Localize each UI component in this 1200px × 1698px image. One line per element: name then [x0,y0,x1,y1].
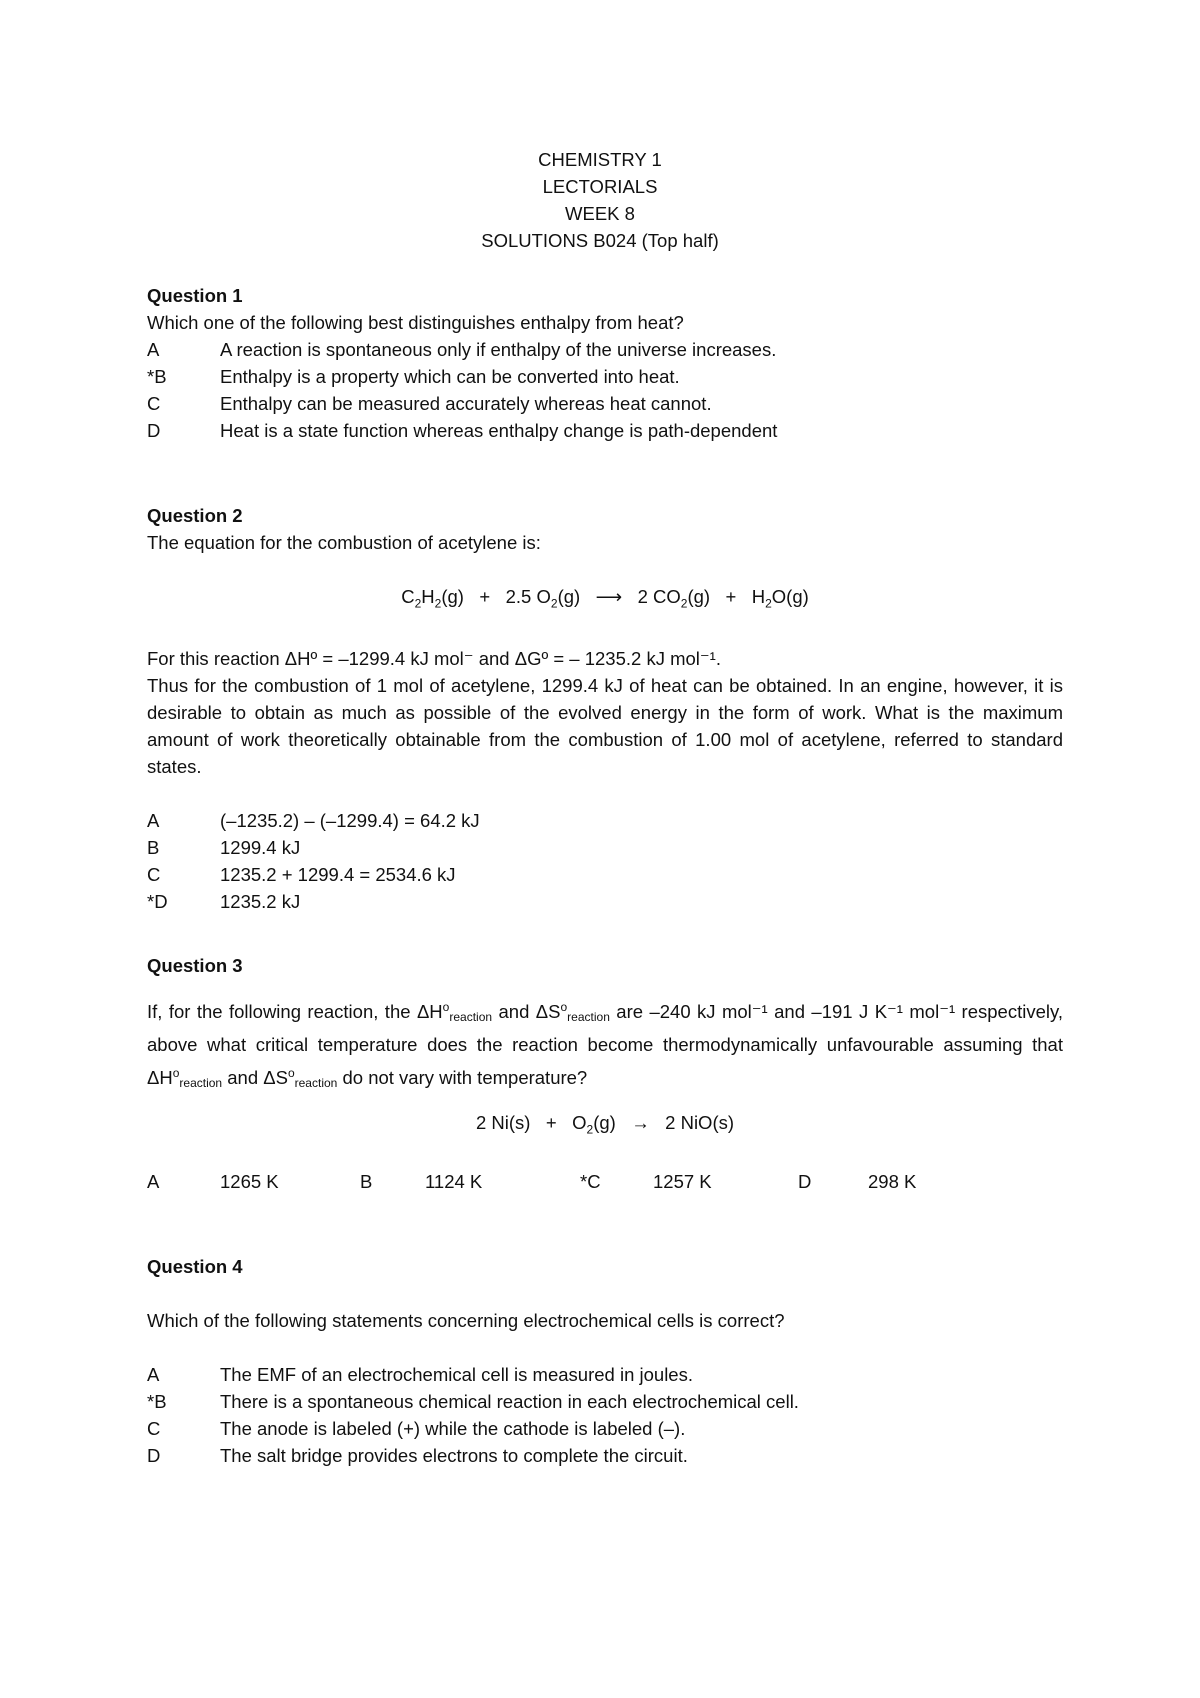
option-b-letter: B [360,1171,373,1192]
option-c: C Enthalpy can be measured accurately whereas heat cannot. [147,393,712,414]
option-d-letter: D [798,1171,812,1192]
option-d-value: 298 K [868,1171,917,1192]
question-paragraph: If, for the following reaction, the $\Delta H^oreaction$ and $\Delta S^oreaction$ are –240 kJ mol⁻¹ and –191 J K⁻¹ mol⁻¹ respectively, above what critical temperature does the reaction become thermodynamically unfavourable assuming that $\Delta H^oreaction$ and $\Delta S^oreaction$ do not vary with temperature? [147,1000,1063,1091]
nickel-oxidation-equation: 2 Ni(s) + $O_2(g)$ → 2 NiO(s) [475,1112,735,1137]
option-c-letter: *C [580,1171,601,1192]
question-4 [147,1253,1063,1469]
option-a-value: 1265 K [220,1171,279,1192]
combustion-equation: $C_2H_2(g)$ + 2.5 $O_2(g)$ ⟶ 2 $CO_2(g)$ + $H_2O(g)$ [401,586,809,611]
question-title: Question 2 [147,505,243,526]
option-c-value: 1257 K [653,1171,712,1192]
option-d: *D 1235.2 kJ [147,890,301,912]
option-d: D The salt bridge provides electrons to complete the circuit. [147,1445,688,1466]
question-title: Question 4 [147,1256,243,1277]
option-c: C The anode is labeled (+) while the cathode is labeled (–). [147,1418,686,1439]
thermo-data-line: For this reaction ΔHº = –1299.4 kJ mol⁻ and ΔGº = – 1235.2 kJ mol⁻¹. [147,647,721,669]
option-a: A A reaction is spontaneous only if enthalpy of the universe increases. [147,339,777,360]
document-header [0,146,1200,254]
option-c: C 1235.2 + 1299.4 = 2534.6 kJ [147,863,456,885]
question-2 [147,502,1063,915]
question-title: Question 3 [147,955,243,976]
option-b-value: 1124 K [425,1171,483,1192]
question-paragraph: Thus for the combustion of 1 mol of acetylene, 1299.4 kJ of heat can be obtained. In an engine, however, it is desirable to obtain as much as possible of the evolved energy in the form of work. What is the maximum amount of work theoretically obtainable from the combustion of 1.00 mol of acetylene, referred to standard states. [147,674,1063,777]
course-title: CHEMISTRY 1 [538,149,662,170]
solutions-label: SOLUTIONS B024 (Top half) [481,230,719,251]
option-b: *B Enthalpy is a property which can be converted into heat. [147,366,680,387]
question-3 [147,952,1063,1195]
question-stem: The equation for the combustion of acetylene is: [147,532,541,553]
question-stem: Which one of the following best distinguishes enthalpy from heat? [147,312,684,333]
week-label: WEEK 8 [565,203,635,224]
option-a: A (–1235.2) – (–1299.4) = 64.2 kJ [147,809,480,831]
option-a-letter: A [147,1171,160,1192]
option-d: D Heat is a state function whereas enthalpy change is path-dependent [147,420,778,441]
option-a: A The EMF of an electrochemical cell is measured in joules. [147,1364,693,1385]
session-type: LECTORIALS [542,176,658,197]
option-b: *B There is a spontaneous chemical reaction in each electrochemical cell. [147,1391,799,1412]
question-stem: Which of the following statements concerning electrochemical cells is correct? [147,1310,785,1331]
options-row [147,1168,1063,1195]
option-b: B 1299.4 kJ [147,836,301,858]
question-1 [147,282,1063,444]
question-title: Question 1 [147,285,243,306]
